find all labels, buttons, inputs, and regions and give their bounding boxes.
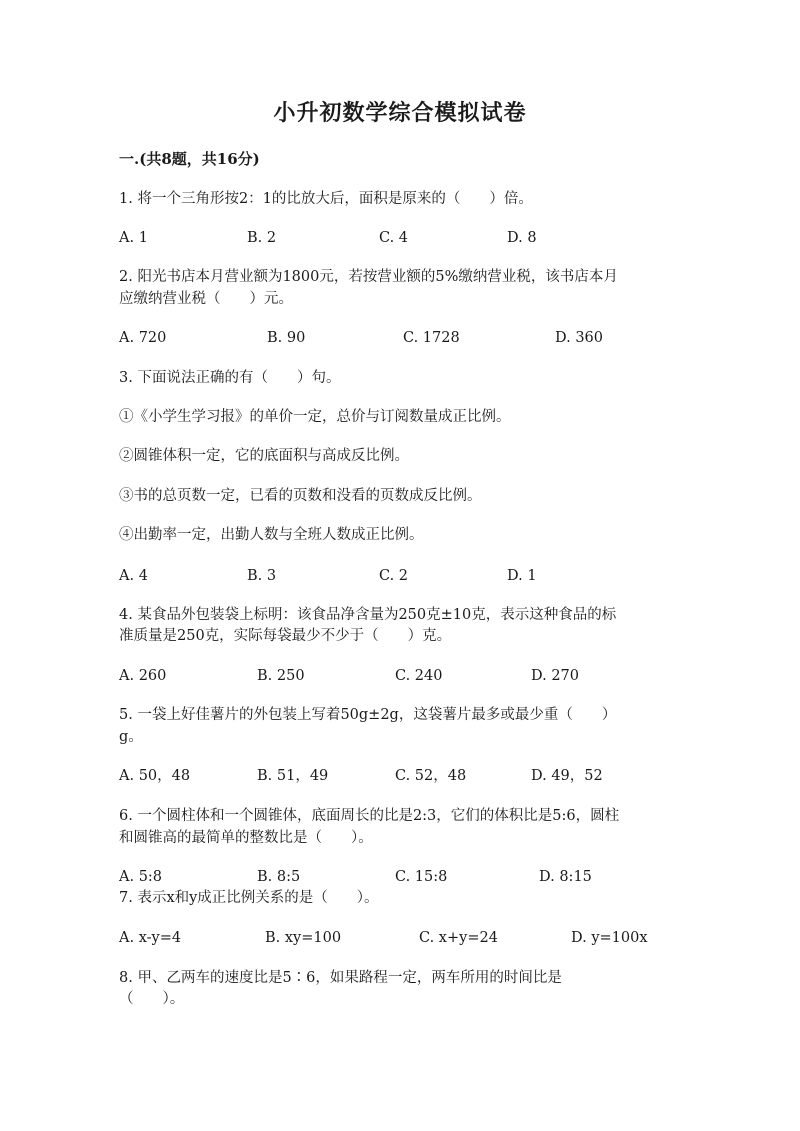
section-heading: 一.(共8题，共16分): [119, 150, 260, 168]
q3-option-a: A. 4: [119, 568, 148, 584]
question-2-text-line-1: 2. 阳光书店本月营业额为1800元，若按营业额的5%缴纳营业税，该书店本月: [119, 269, 618, 285]
question-1-text: 1. 将一个三角形按2：1的比放大后，面积是原来的（ ）倍。: [119, 191, 533, 207]
question-3-statement-1: ①《小学生学习报》的单价一定，总价与订阅数量成正比例。: [119, 409, 511, 425]
q6-option-d: D. 8:15: [539, 869, 592, 885]
question-6-text-line-1: 6. 一个圆柱体和一个圆锥体，底面周长的比是2:3，它们的体积比是5:6，圆柱: [119, 808, 620, 824]
question-3-statement-2: ②圆锥体积一定，它的底面积与高成反比例。: [119, 448, 409, 464]
question-3-statement-3: ③书的总页数一定，已看的页数和没看的页数成反比例。: [119, 488, 482, 504]
question-4-text-line-2: 准质量是250克，实际每袋最少不少于（ ）克。: [119, 628, 452, 644]
q1-option-d: D. 8: [507, 230, 537, 246]
q7-option-c: C. x+y=24: [419, 930, 498, 946]
q4-option-a: A. 260: [119, 668, 167, 684]
page-title: 小升初数学综合模拟试卷: [273, 100, 527, 126]
question-8-text-line-1: 8. 甲、乙两车的速度比是5∶6，如果路程一定，两车所用的时间比是: [119, 970, 562, 986]
q2-option-a: A. 720: [119, 330, 167, 346]
q1-option-c: C. 4: [379, 230, 409, 246]
q3-option-d: D. 1: [507, 568, 537, 584]
q6-option-b: B. 8:5: [257, 869, 301, 885]
question-3-statement-4: ④出勤率一定，出勤人数与全班人数成正比例。: [119, 527, 424, 543]
q4-option-b: B. 250: [257, 668, 305, 684]
q5-option-c: C. 52，48: [395, 768, 467, 784]
question-6-text-line-2: 和圆锥高的最简单的整数比是（ ）。: [119, 830, 373, 846]
q6-option-a: A. 5:8: [119, 869, 163, 885]
q7-option-a: A. x-y=4: [119, 930, 182, 946]
q2-option-c: C. 1728: [403, 330, 460, 346]
q2-option-b: B. 90: [267, 330, 306, 346]
question-7-text: 7. 表示x和y成正比例关系的是（ ）。: [119, 890, 379, 906]
question-8-text-line-2: （ ）。: [119, 991, 185, 1007]
question-3-text: 3. 下面说法正确的有（ ）句。: [119, 370, 341, 386]
q1-option-a: A. 1: [119, 230, 148, 246]
q1-option-b: B. 2: [247, 230, 277, 246]
question-5-text-line-2: g。: [119, 729, 143, 745]
q6-option-c: C. 15:8: [395, 869, 448, 885]
q4-option-d: D. 270: [531, 668, 580, 684]
q3-option-b: B. 3: [247, 568, 277, 584]
q4-option-c: C. 240: [395, 668, 443, 684]
q7-option-b: B. xy=100: [265, 930, 342, 946]
q5-option-d: D. 49，52: [531, 768, 603, 784]
q5-option-a: A. 50，48: [119, 768, 191, 784]
q2-option-d: D. 360: [555, 330, 604, 346]
question-4-text-line-1: 4. 某食品外包装袋上标明：该食品净含量为250克±10克，表示这种食品的标: [119, 607, 617, 623]
q5-option-b: B. 51，49: [257, 768, 329, 784]
question-2-text-line-2: 应缴纳营业税（ ）元。: [119, 291, 293, 307]
q7-option-d: D. y=100x: [571, 930, 648, 946]
question-5-text-line-1: 5. 一袋上好佳薯片的外包装上写着50g±2g，这袋薯片最多或最少重（ ）: [119, 707, 617, 723]
q3-option-c: C. 2: [379, 568, 409, 584]
